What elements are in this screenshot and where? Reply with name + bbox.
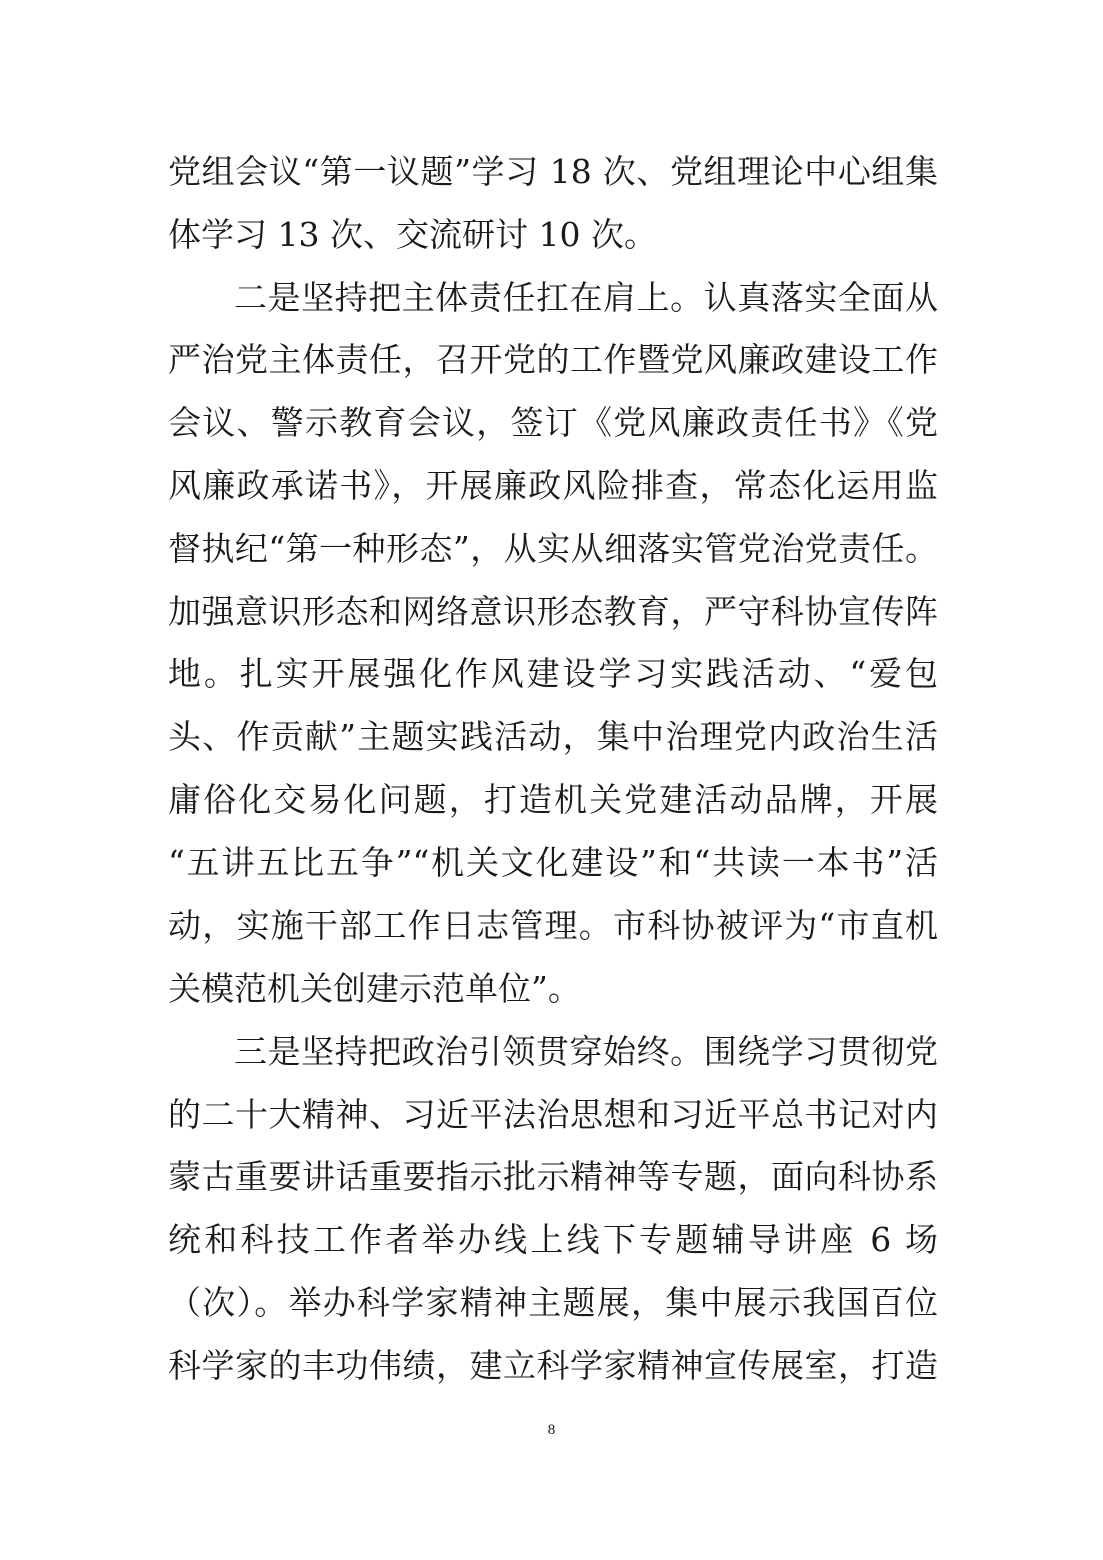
text-line: 的二十大精神、习近平法治思想和习近平总书记对内 [168, 1095, 938, 1134]
text-line: 关模范机关创建示范单位”。 [168, 969, 581, 1008]
text-line: 会议、警示教育会议，签订《党风廉政责任书》《党 [168, 403, 938, 442]
text-line: 科学家的丰功伟绩，建立科学家精神宣传展室，打造 [168, 1346, 938, 1385]
page-number: 8 [547, 1422, 556, 1438]
text-line: 党组会议“第一议题”学习 18 次、党组理论中心组集 [168, 152, 938, 191]
text-line: 地。扎实开展强化作风建设学习实践活动、“爱包 [168, 654, 938, 693]
text-line: 二是坚持把主体责任扛在肩上。认真落实全面从 [234, 278, 938, 317]
text-line: （次）。举办科学家精神主题展，集中展示我国百位 [168, 1283, 938, 1322]
text-line: 蒙古重要讲话重要指示批示精神等专题，面向科协系 [168, 1157, 938, 1196]
text-line: 庸俗化交易化问题，打造机关党建活动品牌，开展 [168, 780, 938, 819]
text-line: 体学习 13 次、交流研讨 10 次。 [168, 215, 657, 254]
text-line: 统和科技工作者举办线上线下专题辅导讲座 6 场 [168, 1220, 938, 1259]
text-line: “五讲五比五争”“机关文化建设”和“共读一本书”活 [168, 843, 938, 882]
text-line: 加强意识形态和网络意识形态教育，严守科协宣传阵 [168, 592, 938, 631]
text-line: 严治党主体责任，召开党的工作暨党风廉政建设工作 [168, 340, 938, 379]
text-line: 头、作贡献”主题实践活动，集中治理党内政治生活 [168, 717, 938, 756]
text-line: 动，实施干部工作日志管理。市科协被评为“市直机 [168, 906, 938, 945]
text-line: 风廉政承诺书》，开展廉政风险排查，常态化运用监 [168, 466, 938, 505]
text-line: 督执纪“第一种形态”，从实从细落实管党治党责任。 [168, 529, 938, 568]
text-line: 三是坚持把政治引领贯穿始终。围绕学习贯彻党 [234, 1032, 938, 1071]
